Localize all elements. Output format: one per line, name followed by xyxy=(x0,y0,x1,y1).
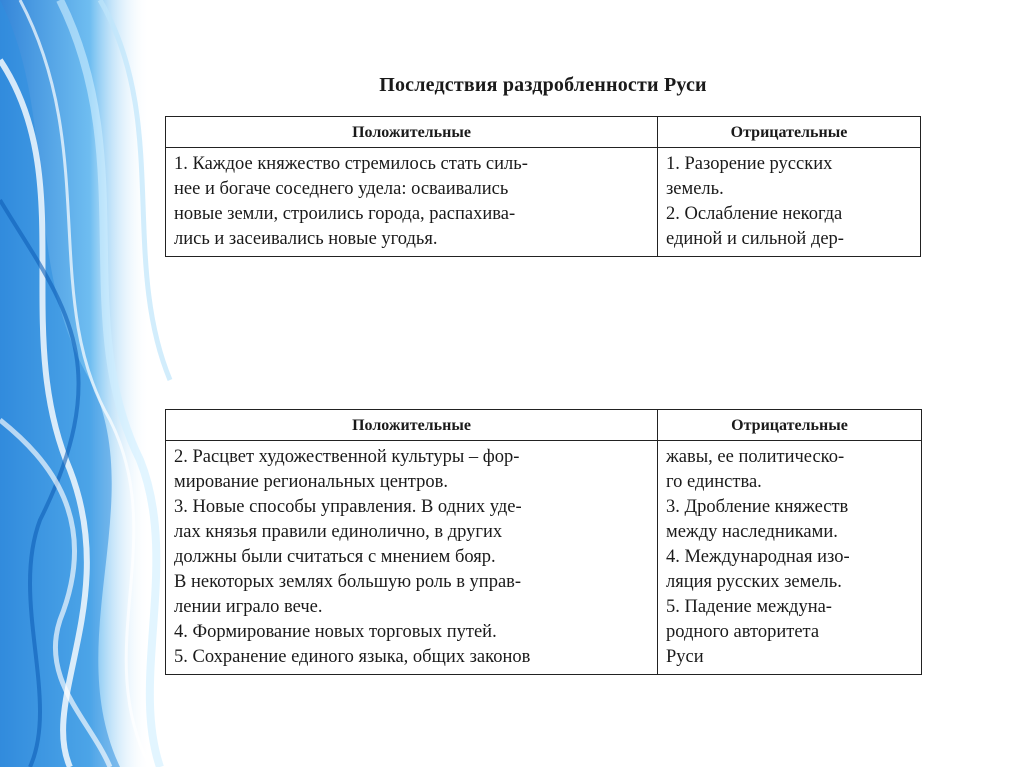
header-positive: Положительные xyxy=(166,117,658,148)
table-header-row xyxy=(166,410,922,441)
text-line: должны были считаться с мнением бояр. xyxy=(174,547,496,567)
text-line: 2. Ослабление некогда xyxy=(666,204,843,224)
text-line: нее и богаче соседнего удела: осваивались xyxy=(174,179,509,199)
text-line: лении играло вече. xyxy=(174,597,323,617)
text-line: родного авторитета xyxy=(666,622,820,642)
text-line: В некоторых землях большую роль в управ- xyxy=(174,572,522,592)
text-line: лись и засеивались новые угодья. xyxy=(174,229,438,249)
header-negative: Отрицательные xyxy=(658,410,922,441)
text-line: жавы, ее политическо- xyxy=(666,447,845,467)
consequences-table-1 xyxy=(165,116,921,257)
text-line: 1. Каждое княжество стремилось стать силь- xyxy=(174,154,528,174)
consequences-table-2 xyxy=(165,409,922,675)
text-line: лах князья правили единолично, в других xyxy=(174,522,503,542)
text-line: 3. Дробление княжеств xyxy=(666,497,849,517)
text-line: 4. Международная изо- xyxy=(666,547,850,567)
header-negative: Отрицательные xyxy=(658,117,921,148)
positive-cell xyxy=(166,441,658,675)
decorative-wave-background xyxy=(0,0,180,767)
text-line: земель. xyxy=(666,179,724,199)
negative-cell xyxy=(658,148,921,257)
table-header-row xyxy=(166,117,921,148)
text-line: 5. Сохранение единого языка, общих законов xyxy=(174,647,531,667)
text-line: 2. Расцвет художественной культуры – фор- xyxy=(174,447,520,467)
text-line: 5. Падение междуна- xyxy=(666,597,832,617)
table-row xyxy=(166,148,921,257)
header-positive: Положительные xyxy=(166,410,658,441)
slide-title: Последствия раздробленности Руси xyxy=(379,74,707,96)
text-line: мирование региональных центров. xyxy=(174,472,448,492)
text-line: между наследниками. xyxy=(666,522,838,542)
text-line: 3. Новые способы управления. В одних уде- xyxy=(174,497,522,517)
text-line: Руси xyxy=(666,647,704,667)
text-line: новые земли, строились города, распахива- xyxy=(174,204,516,224)
negative-cell xyxy=(658,441,922,675)
text-line: 4. Формирование новых торговых путей. xyxy=(174,622,497,642)
text-line: ляция русских земель. xyxy=(666,572,842,592)
positive-cell xyxy=(166,148,658,257)
text-line: единой и сильной дер- xyxy=(666,229,844,249)
text-line: го единства. xyxy=(666,472,762,492)
text-line: 1. Разорение русских xyxy=(666,154,833,174)
table-row xyxy=(166,441,922,675)
